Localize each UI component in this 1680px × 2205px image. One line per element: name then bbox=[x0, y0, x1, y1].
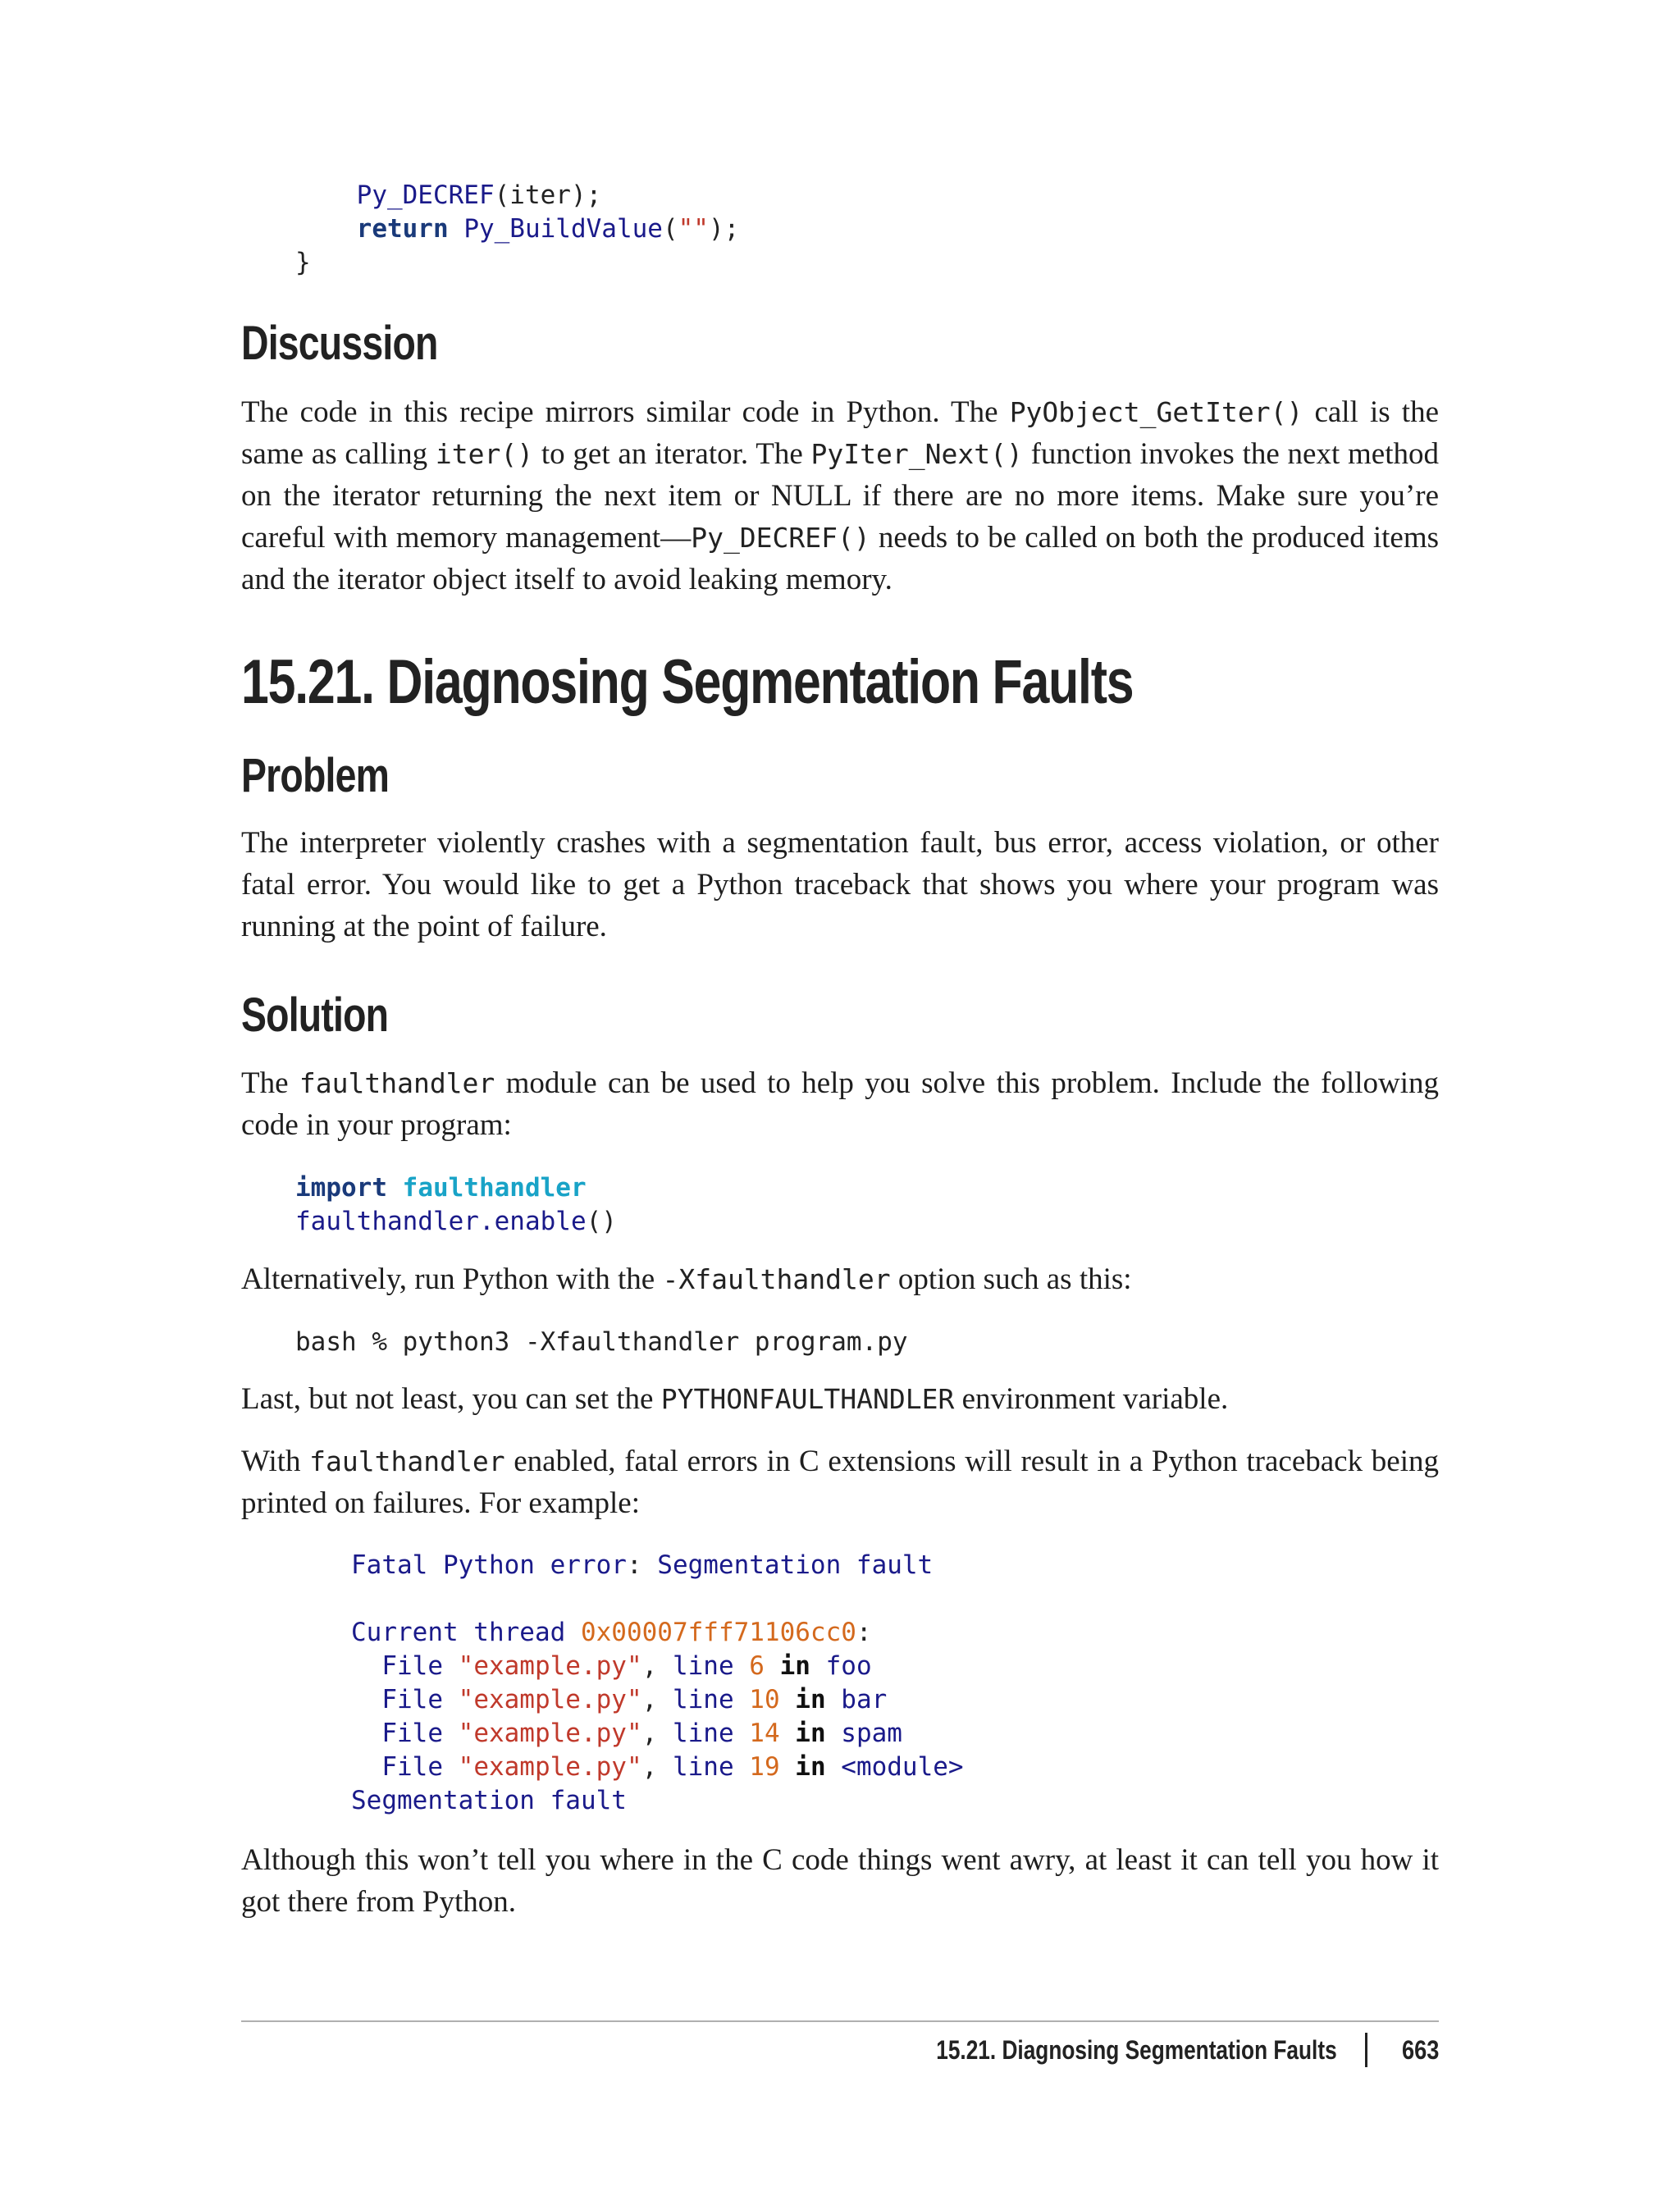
code-line: Segmentation fault bbox=[351, 1786, 627, 1815]
code-line: File "example.py", line 6 in foo bbox=[381, 1651, 872, 1681]
code-line: faulthandler.enable() bbox=[295, 1207, 617, 1236]
code-line: File "example.py", line 19 in <module> bbox=[381, 1752, 964, 1782]
solution-heading: Solution bbox=[241, 988, 389, 1042]
solution-paragraph-env: Last, but not least, you can set the PYTHONFAULTHANDLER environment variable. bbox=[241, 1382, 1229, 1416]
footer-separator bbox=[1365, 2033, 1367, 2067]
code-block-bash: bash % python3 -Xfaulthandler program.py bbox=[295, 1327, 908, 1357]
problem-heading: Problem bbox=[241, 749, 390, 802]
footer-rule bbox=[241, 2020, 1439, 2022]
closing-paragraph: Although this won’t tell you where in the C code things went awry, at least it can tell you how it got there from Python. bbox=[241, 1843, 1439, 1919]
code-line: Fatal Python error: Segmentation fault bbox=[351, 1550, 934, 1580]
code-line: import faulthandler bbox=[295, 1173, 587, 1203]
code-line: File "example.py", line 10 in bar bbox=[381, 1685, 888, 1714]
solution-paragraph-intro: The faulthandler module can be used to help you solve this problem. Include the following code in your program: bbox=[241, 1066, 1439, 1142]
problem-paragraph: The interpreter violently crashes with a segmentation fault, bus error, access violation, or other fatal error. You would like to get a Python traceback that shows you where your program was running at the point of failure. bbox=[241, 826, 1439, 943]
code-block-top bbox=[295, 179, 739, 280]
discussion-paragraph: The code in this recipe mirrors similar code in Python. The PyObject_GetIter() call is the same as calling iter() to get an iterator. The PyIter_Next() function invokes the next method on the iterator returning the next item or NULL if there are no more items. Make sure you’re careful with memory management—Py_DECREF() needs to be called on both the produced items and the iterator object itself to avoid leaking memory. bbox=[241, 395, 1440, 596]
solution-paragraph-alt: Alternatively, run Python with the -Xfaulthandler option such as this: bbox=[241, 1262, 1132, 1296]
code-block-enable bbox=[295, 1171, 617, 1239]
code-line: Py_DECREF(iter); bbox=[356, 180, 602, 210]
discussion-heading: Discussion bbox=[241, 317, 438, 370]
footer-section-title: 15.21. Diagnosing Segmentation Faults bbox=[936, 2034, 1337, 2065]
code-line: Current thread 0x00007fff71106cc0: bbox=[351, 1618, 872, 1647]
code-line: return Py_BuildValue(""); bbox=[356, 214, 740, 244]
section-title: 15.21. Diagnosing Segmentation Faults bbox=[241, 647, 1134, 717]
code-block-traceback bbox=[351, 1549, 964, 1818]
code-line: File "example.py", line 14 in spam bbox=[381, 1719, 902, 1748]
page-footer bbox=[848, 2033, 1439, 2067]
page-number: 663 bbox=[1401, 2034, 1439, 2065]
code-line: } bbox=[295, 248, 311, 277]
solution-paragraph-example: With faulthandler enabled, fatal errors in C extensions will result in a Python traceback being printed on failures. For example: bbox=[241, 1445, 1439, 1520]
